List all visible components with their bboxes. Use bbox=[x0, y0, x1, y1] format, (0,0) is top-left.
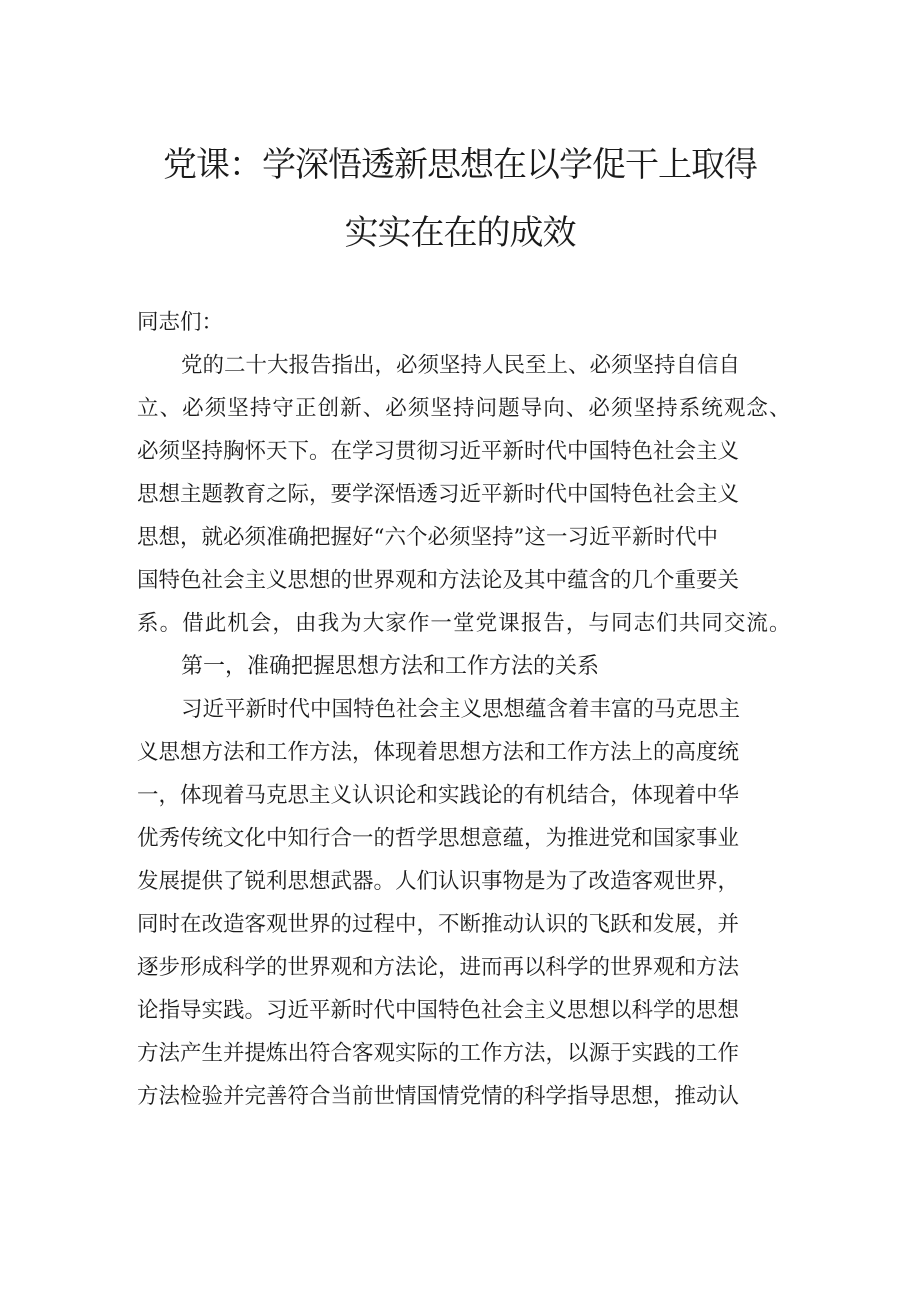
paragraph-line: 一，体现着马克思主义认识论和实践论的有机结合，体现着中华 bbox=[137, 783, 740, 808]
paragraph-line: 党的二十大报告指出，必须坚持人民至上、必须坚持自信自 bbox=[181, 353, 741, 378]
paragraph-line: 思想主题教育之际，要学深悟透习近平新时代中国特色社会主义 bbox=[137, 482, 740, 507]
paragraph-line: 发展提供了锐利思想武器。人们认识事物是为了改造客观世界， bbox=[137, 869, 740, 894]
paragraph-line: 习近平新时代中国特色社会主义思想蕴含着丰富的马克思主 bbox=[181, 697, 741, 722]
paragraph-line: 逐步形成科学的世界观和方法论，进而再以科学的世界观和方法 bbox=[137, 955, 740, 980]
document-title-line-2: 实实在在的成效 bbox=[344, 213, 576, 253]
paragraph-line: 同时在改造客观世界的过程中，不断推动认识的飞跃和发展，并 bbox=[137, 912, 740, 937]
paragraph-line: 方法检验并完善符合当前世情国情党情的科学指导思想，推动认 bbox=[137, 1084, 740, 1109]
paragraph-line: 论指导实践。习近平新时代中国特色社会主义思想以科学的思想 bbox=[137, 998, 740, 1023]
paragraph-line: 方法产生并提炼出符合客观实际的工作方法，以源于实践的工作 bbox=[137, 1041, 740, 1066]
paragraph-line: 立、必须坚持守正创新、必须坚持问题导向、必须坚持系统观念、 bbox=[137, 396, 792, 421]
paragraph-line: 必须坚持胸怀天下。在学习贯彻习近平新时代中国特色社会主义 bbox=[137, 439, 740, 464]
section-heading: 第一，准确把握思想方法和工作方法的关系 bbox=[181, 654, 600, 679]
paragraph-line: 系。借此机会，由我为大家作一堂党课报告，与同志们共同交流。 bbox=[137, 611, 792, 636]
paragraph-line: 优秀传统文化中知行合一的哲学思想意蕴，为推进党和国家事业 bbox=[137, 826, 740, 851]
paragraph-line: 思想，就必须准确把握好“六个必须坚持”这一习近平新时代中 bbox=[137, 525, 718, 550]
salutation: 同志们： bbox=[137, 310, 224, 335]
paragraph-line: 义思想方法和工作方法，体现着思想方法和工作方法上的高度统 bbox=[137, 740, 740, 765]
document-title-line-1: 党课：学深悟透新思想在以学促干上取得 bbox=[163, 145, 757, 185]
paragraph-line: 国特色社会主义思想的世界观和方法论及其中蕴含的几个重要关 bbox=[137, 568, 740, 593]
